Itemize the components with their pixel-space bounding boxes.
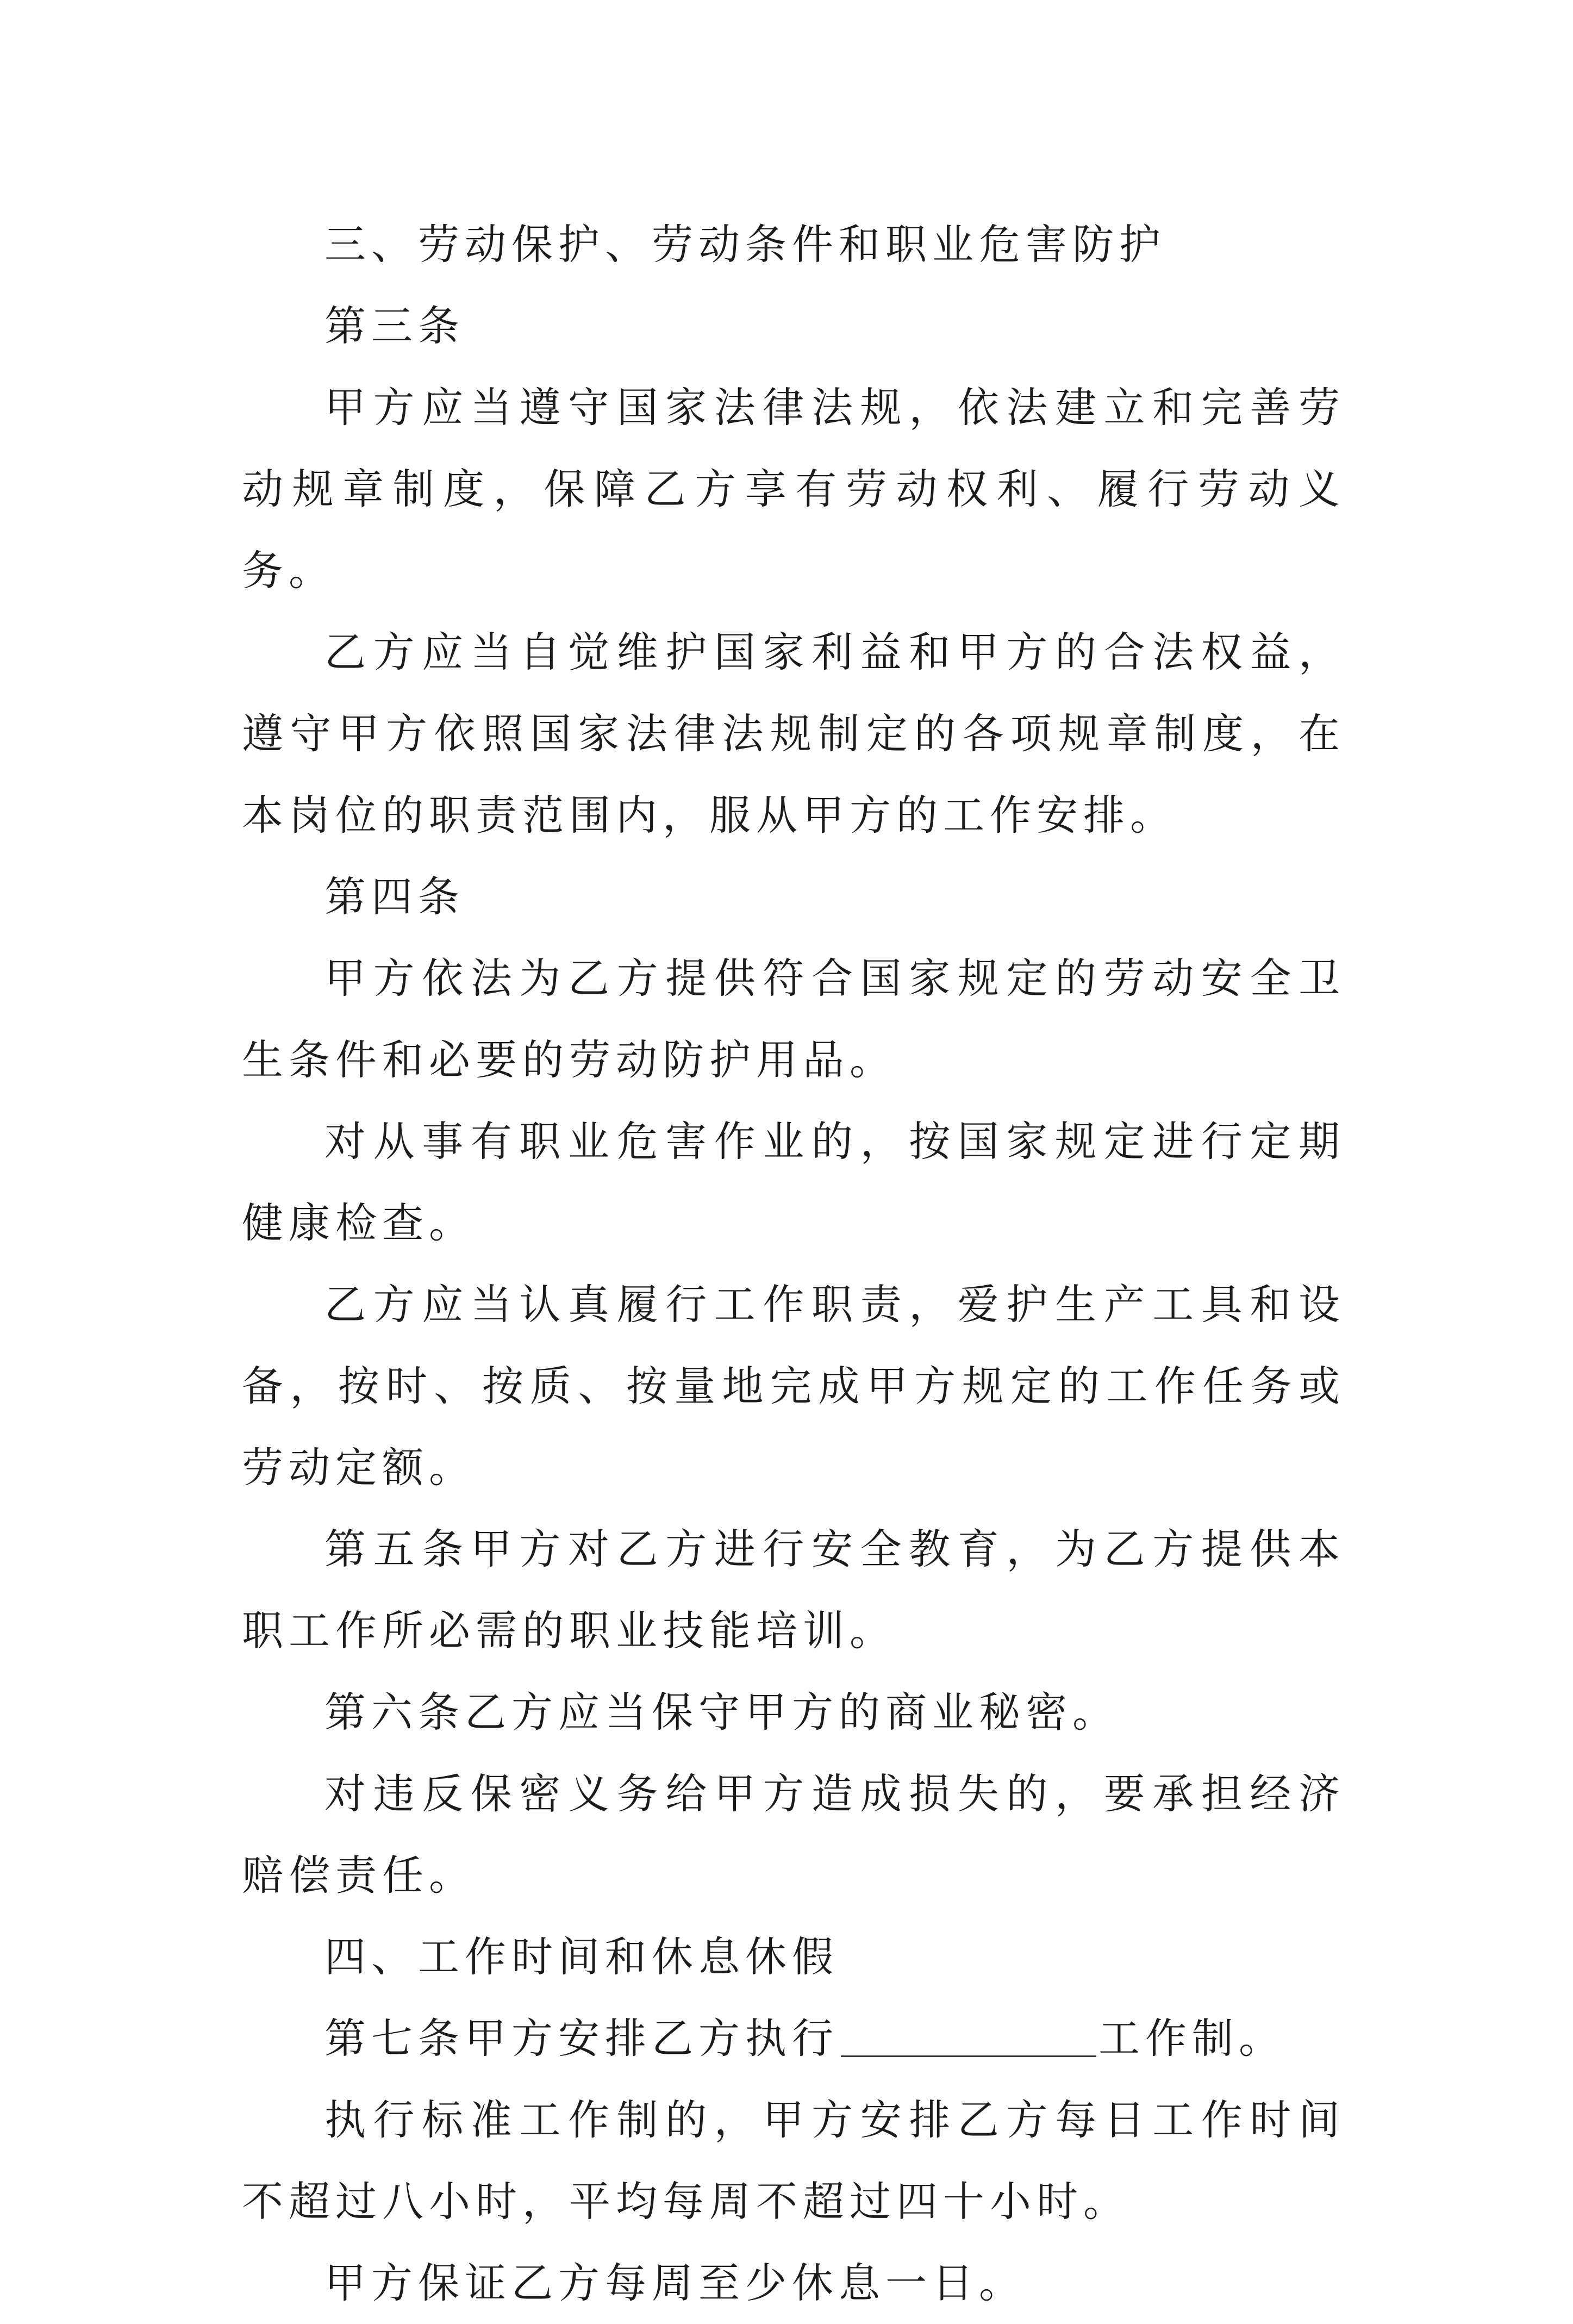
fill-in-blank-line[interactable] xyxy=(841,2014,1096,2057)
article-6-paragraph: 第六条乙方应当保守甲方的商业秘密。 xyxy=(324,1688,1119,1736)
paragraph: 乙方应当自觉维护国家利益和甲方的合法权益，遵守甲方依照国家法律法规制定的各项规章制度，在本岗位的职责范围内，服从甲方的工作安排。 xyxy=(242,628,1345,839)
article-3-heading: 第三条 xyxy=(324,302,465,350)
section-heading-labor-protection: 三、劳动保护、劳动条件和职业危害防护 xyxy=(324,220,1166,269)
paragraph: 对违反保密义务给甲方造成损失的，要承担经济赔偿责任。 xyxy=(242,1770,1345,1899)
paragraph: 甲方保证乙方每周至少休息一日。 xyxy=(324,2259,1026,2307)
section-heading-working-hours: 四、工作时间和休息休假 xyxy=(324,1933,839,1981)
paragraph: 执行标准工作制的，甲方安排乙方每日工作时间不超过八小时，平均每周不超过四十小时。 xyxy=(242,2096,1345,2226)
article-4-heading: 第四条 xyxy=(324,873,465,921)
article-7-text-after: 工作制。 xyxy=(1098,2014,1285,2063)
paragraph: 乙方应当认真履行工作职责，爱护生产工具和设备，按时、按质、按量地完成甲方规定的工作任务或劳动定额。 xyxy=(242,1280,1345,1492)
paragraph: 甲方应当遵守国家法律法规，依法建立和完善劳动规章制度，保障乙方享有劳动权利、履行劳动义务。 xyxy=(242,383,1345,595)
paragraph: 甲方依法为乙方提供符合国家规定的劳动安全卫生条件和必要的劳动防护用品。 xyxy=(242,954,1345,1084)
document-body xyxy=(242,204,1345,2324)
article-5-paragraph: 第五条甲方对乙方进行安全教育，为乙方提供本职工作所必需的职业技能培训。 xyxy=(242,1525,1345,1655)
article-7-paragraph xyxy=(242,1998,1345,2079)
paragraph: 对从事有职业危害作业的，按国家规定进行定期健康检查。 xyxy=(242,1117,1345,1247)
article-7-text-before: 第七条甲方安排乙方执行 xyxy=(324,2014,839,2063)
